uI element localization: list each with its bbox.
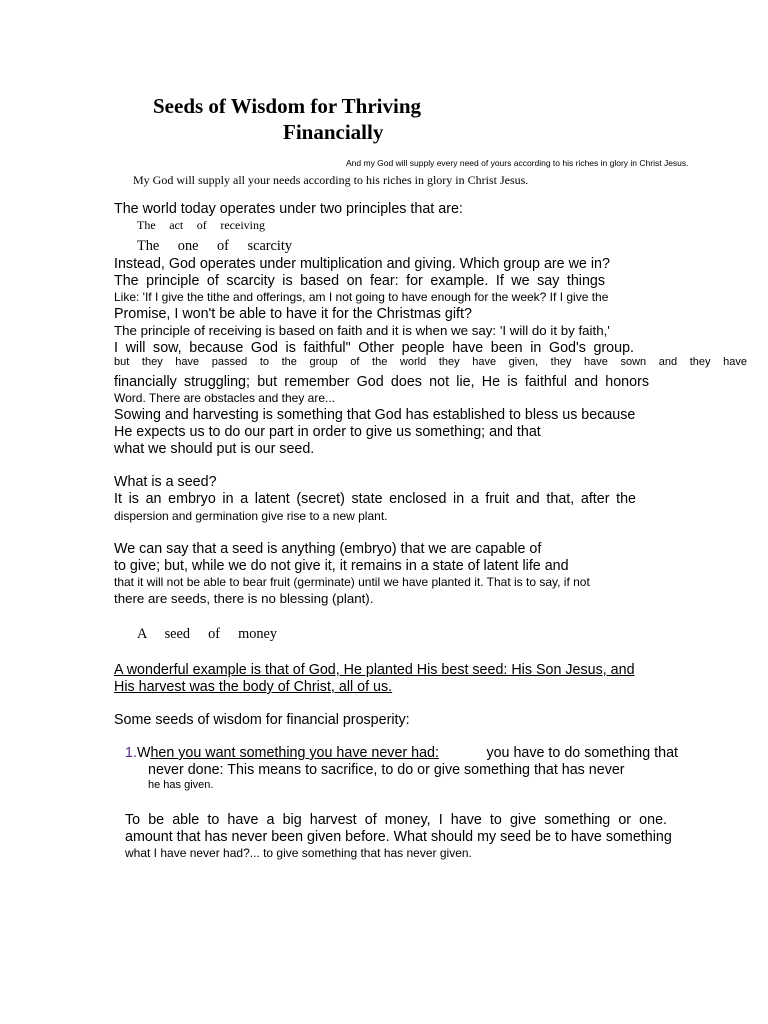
list-item-text: you have to do something that: [486, 745, 678, 761]
seed-question: What is a seed?: [114, 474, 217, 490]
title-line-2: Financially: [283, 120, 384, 144]
harvest-line: amount that has never been given before. What should my seed be to have something: [125, 829, 672, 845]
list-item-lead-underlined: hen you want something you have never had:: [150, 745, 439, 761]
paragraph-line: We can say that a seed is anything (embryo) that we are capable of: [114, 541, 542, 557]
example-line: A wonderful example is that of God, He planted His best seed: His Son Jesus, and: [114, 662, 635, 678]
list-item-1: [125, 745, 678, 761]
example-line: His harvest was the body of Christ, all of us.: [114, 679, 393, 695]
principle-receiving: The act of receiving: [137, 218, 265, 232]
title-line-1: Seeds of Wisdom for Thriving: [153, 94, 421, 118]
paragraph-line: Sowing and harvesting is something that God has established to bless us because: [114, 407, 636, 423]
paragraph-line: to give; but, while we do not give it, it remains in a state of latent life and: [114, 558, 569, 574]
paragraph-line: there are seeds, there is no blessing (plant).: [114, 591, 374, 606]
list-number: 1.: [125, 745, 137, 761]
paragraph-line: The world today operates under two principles that are:: [114, 201, 463, 217]
paragraph-line: Instead, God operates under multiplication and giving. Which group are we in?: [114, 256, 610, 272]
paragraph-line: financially struggling; but remember God does not lie, He is faithful and honors: [114, 374, 649, 390]
epigraph-small: And my God will supply every need of yours according to his riches in glory in Christ Jesus.: [346, 158, 689, 168]
list-item-lead: [125, 745, 439, 761]
seeds-list-intro: Some seeds of wisdom for financial prosperity:: [114, 712, 410, 728]
paragraph-line: that it will not be able to bear fruit (germinate) until we have planted it. That is to say, if not: [114, 575, 590, 589]
paragraph-line: Promise, I won't be able to have it for the Christmas gift?: [114, 306, 472, 322]
paragraph-line: Word. There are obstacles and they are...: [114, 391, 336, 405]
money-seed-heading: A seed of money: [137, 626, 277, 642]
paragraph-line: Like: 'If I give the tithe and offerings, am I not going to have enough for the week? If I give the: [114, 290, 609, 304]
list-item-lead-w: W: [136, 745, 151, 761]
paragraph-line: what we should put is our seed.: [114, 441, 315, 457]
paragraph-line: The principle of receiving is based on faith and it is when we say: 'I will do it by faith,': [114, 323, 610, 338]
seed-definition-line: It is an embryo in a latent (secret) state enclosed in a fruit and that, after the: [114, 491, 636, 507]
paragraph-line: I will sow, because God is faithful" Other people have been in God's group.: [114, 340, 634, 356]
list-item-line: he has given.: [148, 779, 214, 791]
list-item-line: never done: This means to sacrifice, to do or give something that has never: [148, 762, 625, 778]
paragraph-line: but they have passed to the group of the world they have given, they have sown and they have: [114, 356, 747, 368]
harvest-line: what I have never had?... to give something that has never given.: [125, 846, 472, 860]
paragraph-line: He expects us to do our part in order to give us something; and that: [114, 424, 541, 440]
epigraph: My God will supply all your needs according to his riches in glory in Christ Jesus.: [133, 173, 529, 187]
harvest-line: To be able to have a big harvest of money, I have to give something or one.: [125, 812, 667, 828]
seed-definition-line: dispersion and germination give rise to a new plant.: [114, 509, 388, 523]
paragraph-line: The principle of scarcity is based on fear: for example. If we say things: [114, 273, 605, 289]
principle-scarcity: The one of scarcity: [137, 238, 292, 254]
